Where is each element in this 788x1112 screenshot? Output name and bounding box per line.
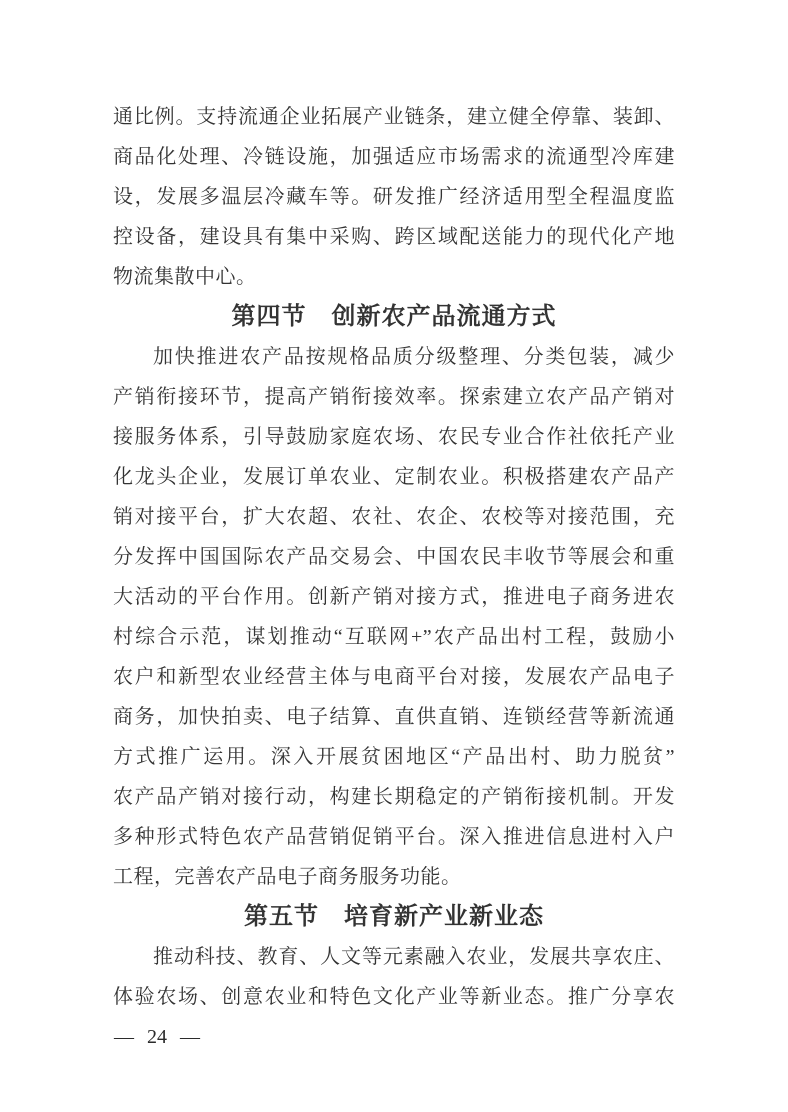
text-line: 接服务体系，引导鼓励家庭农场、农民专业合作社依托产业 — [113, 426, 675, 448]
text-line: 化龙头企业，发展订单农业、定制农业。积极搭建农产品产 — [113, 466, 675, 488]
text-line: 通比例。支持流通企业拓展产业链条，建立健全停靠、装卸、 — [113, 106, 675, 128]
text-line: 商品化处理、冷链设施，加强适应市场需求的流通型冷库建 — [113, 146, 675, 168]
paragraph-section-5 — [113, 937, 675, 1017]
section-4-heading: 第四节 创新农产品流通方式 — [231, 304, 557, 330]
paragraph-section-4 — [113, 337, 675, 897]
page-body — [113, 97, 675, 1017]
text-line: 加快推进农产品按规格品质分级整理、分类包装，减少 — [153, 346, 675, 368]
footer-dash-left: — — [114, 1025, 134, 1048]
section-5-heading: 第五节 培育新产业新业态 — [244, 904, 544, 930]
page-footer — [114, 1022, 200, 1052]
text-line: 村综合示范，谋划推动“互联网+”农产品出村工程，鼓励小 — [113, 626, 675, 648]
text-line: 产销衔接环节，提高产销衔接效率。探索建立农产品产销对 — [113, 386, 675, 408]
text-line: 多种形式特色农产品营销促销平台。深入推进信息进村入户 — [113, 826, 675, 848]
text-line: 大活动的平台作用。创新产销对接方式，推进电子商务进农 — [113, 586, 675, 608]
page-number: 24 — [147, 1025, 167, 1048]
text-line: 物流集散中心。 — [113, 266, 257, 288]
text-line: 方式推广运用。深入开展贫困地区“产品出村、助力脱贫” — [113, 746, 675, 768]
text-line: 商务，加快拍卖、电子结算、直供直销、连锁经营等新流通 — [113, 706, 675, 728]
paragraph-continuation — [113, 97, 675, 297]
footer-dash-right: — — [180, 1025, 200, 1048]
text-line: 工程，完善农产品电子商务服务功能。 — [113, 866, 462, 888]
text-line: 设，发展多温层冷藏车等。研发推广经济适用型全程温度监 — [113, 186, 675, 208]
text-line: 推动科技、教育、人文等元素融入农业，发展共享农庄、 — [153, 946, 675, 968]
text-line: 销对接平台，扩大农超、农社、农企、农校等对接范围，充 — [113, 506, 675, 528]
text-line: 分发挥中国国际农产品交易会、中国农民丰收节等展会和重 — [113, 546, 675, 568]
text-line: 体验农场、创意农业和特色文化产业等新业态。推广分享农 — [113, 986, 675, 1008]
text-line: 农户和新型农业经营主体与电商平台对接，发展农产品电子 — [113, 666, 675, 688]
text-line: 控设备，建设具有集中采购、跨区域配送能力的现代化产地 — [113, 226, 675, 248]
text-line: 农产品产销对接行动，构建长期稳定的产销衔接机制。开发 — [113, 786, 675, 808]
